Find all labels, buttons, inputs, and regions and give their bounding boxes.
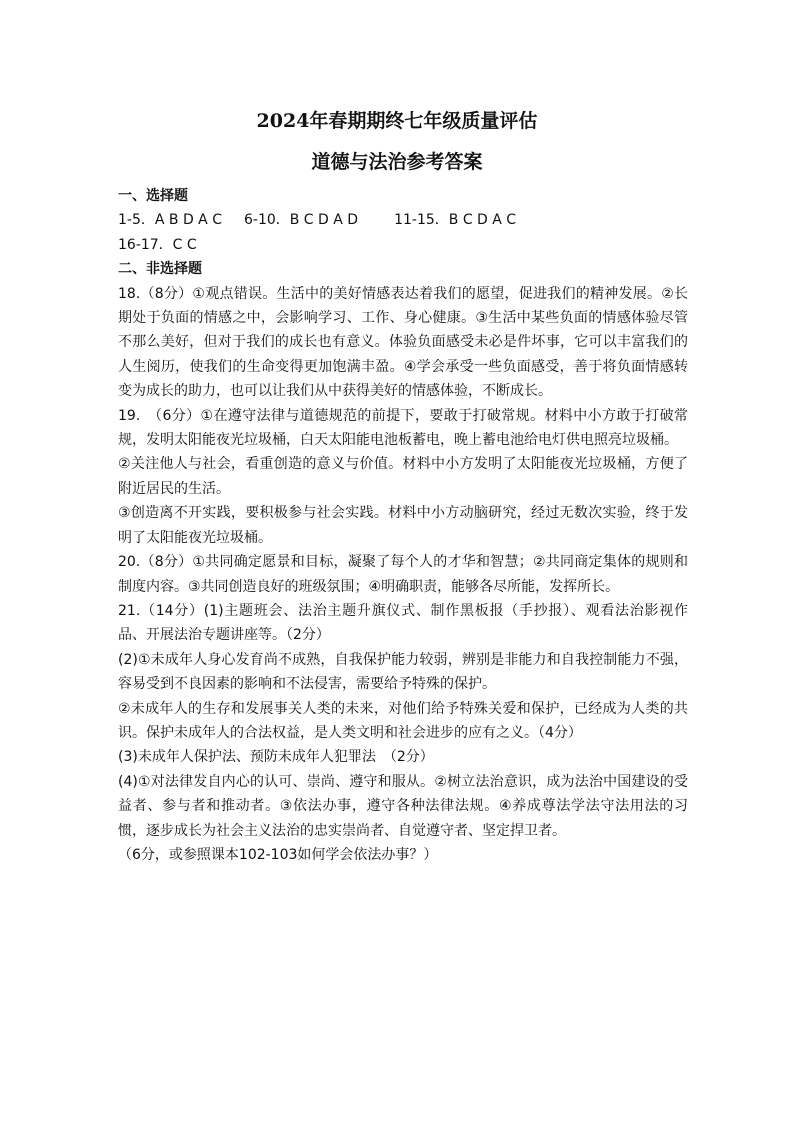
choice-answers-1-5: 1-5．A B D A C: [118, 212, 222, 229]
answer-q19-part-1: 19. （6分）①在遵守法律与道德规范的前提下，要敢于打破常规。材料中小方敢于打破常规，发明太阳能夜光垃圾桶，白天太阳能电池板蓄电，晚上蓄电池给电灯供电照亮垃圾桶。: [118, 407, 688, 449]
choice-answers-row-2: 16-17．C C: [118, 236, 197, 253]
page-title: 2024年春期期终七年级质量评估: [256, 110, 538, 132]
answer-q21-part-1: 21.（14分）(1)主题班会、法治主题升旗仪式、制作黑板报（手抄报）、观看法治影视作品、开展法治专题讲座等。（2分）: [118, 602, 688, 644]
answer-q18: 18.（8分）①观点错误。生活中的美好情感表达着我们的愿望，促进我们的精神发展。②长期处于负面的情感之中，会影响学习、工作、身心健康。③生活中某些负面的情感体验尽管不那么美好，但对于我们的成长也有意义。体验负面感受未必是件坏事，它可以丰富我们的人生阅历，使我们的生命变得更加饱满丰盈。④学会承受一些负面感受，善于将负面情感转变为成长的助力，也可以让我们从中获得美好的情感体验，不断成长。: [118, 285, 688, 400]
answer-q21-part-4: (4)①对法律发自内心的认可、崇尚、遵守和服从。②树立法治意识，成为法治中国建设的受益者、参与者和推动者。③依法办事，遵守各种法律法规。④养成尊法学法守法用法的习惯，逐步成长为社会主义法治的忠实崇尚者、自觉遵守者、坚定捍卫者。: [118, 773, 688, 839]
choice-answers-6-10: 6-10．B C D A D: [243, 212, 359, 229]
answer-q21-note: （6分，或参照课本102-103如何学会依法办事？）: [118, 846, 438, 863]
answer-q19-part-3: ③创造离不开实践，要积极参与社会实践。材料中小方动脑研究，经过无数次实验，终于发明了太阳能夜光垃圾桶。: [118, 505, 688, 546]
answer-content: [118, 184, 688, 867]
answer-q21-part-3: (3)未成年人保护法、预防未成年人犯罪法 （2分）: [118, 749, 434, 766]
page-subtitle: 道德与法治参考答案: [311, 151, 483, 173]
section-heading-nonchoice: 二、非选择题: [118, 261, 202, 278]
choice-answers-11-15: 11-15．B C D A C: [394, 212, 517, 229]
section-heading-choice: 一、选择题: [118, 188, 188, 204]
answer-q21-part-2a: (2)①未成年人身心发育尚不成熟，自我保护能力较弱，辨别是非能力和自我控制能力不强，容易受到不良因素的影响和不法侵害，需要给予特殊的保护。: [118, 651, 688, 693]
answer-q19-part-2: ②关注他人与社会，看重创造的意义与价值。材料中小方发明了太阳能夜光垃圾桶，方便了附近居民的生活。: [118, 456, 688, 497]
choice-answers-row-1: [118, 208, 688, 232]
answer-q21-part-2b: ②未成年人的生存和发展事关人类的未来，对他们给予特殊关爱和保护，已经成为人类的共识。保护未成年人的合法权益，是人类文明和社会进步的应有之义。（4分）: [118, 700, 688, 741]
answer-q20: 20.（8分）①共同确定愿景和目标，凝聚了每个人的才华和智慧；②共同商定集体的规则和制度内容。③共同创造良好的班级氛围；④明确职责，能够各尽所能，发挥所长。: [118, 554, 688, 595]
